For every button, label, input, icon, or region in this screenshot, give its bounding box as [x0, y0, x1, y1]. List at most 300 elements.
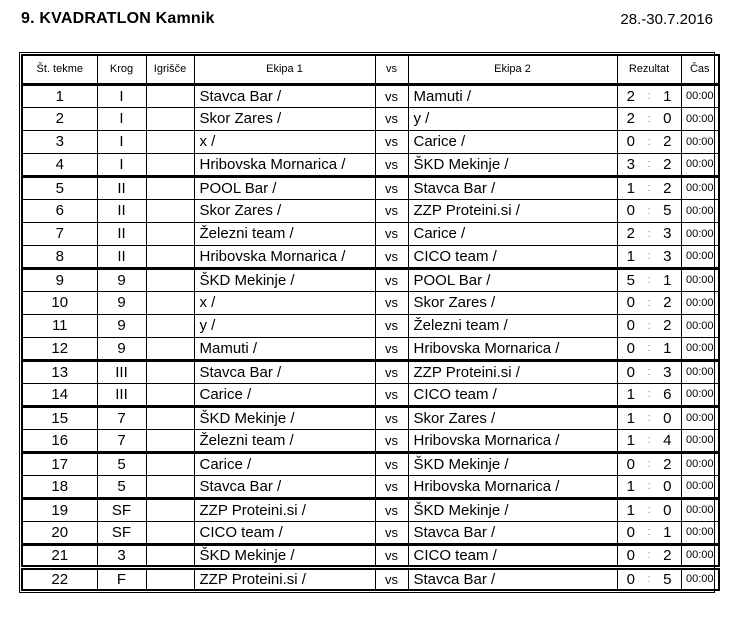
match-number-cell: 14 — [22, 383, 97, 406]
team1-cell: CICO team / — [194, 521, 375, 544]
score-separator: : — [647, 412, 651, 424]
team2-cell: ZZP Proteini.si / — [408, 199, 617, 222]
col-header-vs: vs — [375, 55, 408, 84]
vs-cell: vs — [375, 268, 408, 291]
score-team1: 1 — [626, 179, 635, 197]
court-cell — [146, 153, 194, 176]
match-number-cell: 1 — [22, 84, 97, 107]
vs-cell: vs — [375, 567, 408, 590]
vs-cell: vs — [375, 130, 408, 153]
court-cell — [146, 222, 194, 245]
time-cell: 00:00 — [681, 337, 719, 360]
match-number-cell: 22 — [22, 567, 97, 590]
time-cell: 00:00 — [681, 268, 719, 291]
team2-cell: Carice / — [408, 222, 617, 245]
score-team1: 0 — [626, 294, 635, 311]
score-team2: 1 — [663, 87, 672, 105]
score-team1: 1 — [626, 501, 635, 519]
round-cell: II — [97, 222, 146, 245]
score-team2: 2 — [663, 546, 672, 564]
table-row — [22, 544, 719, 567]
table-row — [22, 314, 719, 337]
col-header-court: Igrišče — [146, 55, 194, 84]
team2-cell: Hribovska Mornarica / — [408, 429, 617, 452]
score-separator: : — [647, 504, 651, 516]
court-cell — [146, 544, 194, 567]
score-separator: : — [647, 112, 651, 125]
vs-cell: vs — [375, 107, 408, 130]
match-table — [21, 54, 720, 591]
time-cell: 00:00 — [681, 245, 719, 268]
score-team1: 1 — [626, 431, 635, 449]
round-cell: 7 — [97, 406, 146, 429]
time-cell: 00:00 — [681, 521, 719, 544]
score-team1: 3 — [626, 155, 635, 173]
score-team2: 5 — [663, 202, 672, 219]
vs-cell: vs — [375, 84, 408, 107]
score-wrap — [618, 456, 681, 473]
score-cell — [617, 360, 681, 383]
col-header-match-number: Št. tekme — [22, 55, 97, 84]
score-separator: : — [647, 342, 651, 354]
table-row — [22, 199, 719, 222]
titlebar — [19, 10, 715, 28]
score-team1: 1 — [626, 247, 635, 265]
score-cell — [617, 475, 681, 498]
vs-cell: vs — [375, 452, 408, 475]
vs-cell: vs — [375, 199, 408, 222]
team2-cell: ŠKD Mekinje / — [408, 153, 617, 176]
team1-cell: Železni team / — [194, 429, 375, 452]
table-row — [22, 475, 719, 498]
score-team2: 2 — [663, 455, 672, 473]
table-row — [22, 498, 719, 521]
vs-cell: vs — [375, 544, 408, 567]
score-team2: 0 — [663, 501, 672, 519]
match-number-cell: 19 — [22, 498, 97, 521]
court-cell — [146, 360, 194, 383]
score-separator: : — [647, 296, 651, 309]
score-team1: 0 — [626, 339, 635, 357]
court-cell — [146, 130, 194, 153]
team2-cell: Skor Zares / — [408, 291, 617, 314]
score-wrap — [618, 248, 681, 265]
round-cell: III — [97, 383, 146, 406]
score-cell — [617, 383, 681, 406]
score-separator: : — [647, 319, 651, 332]
page-title: 9. KVADRATLON Kamnik — [21, 10, 215, 27]
match-number-cell: 13 — [22, 360, 97, 383]
team1-cell: ZZP Proteini.si / — [194, 498, 375, 521]
score-cell — [617, 291, 681, 314]
court-cell — [146, 383, 194, 406]
team1-cell: x / — [194, 130, 375, 153]
court-cell — [146, 475, 194, 498]
round-cell: SF — [97, 521, 146, 544]
time-cell: 00:00 — [681, 475, 719, 498]
score-wrap — [618, 432, 681, 449]
date-range: 28.-30.7.2016 — [620, 11, 713, 28]
team1-cell: Skor Zares / — [194, 107, 375, 130]
vs-cell: vs — [375, 521, 408, 544]
table-row — [22, 245, 719, 268]
score-cell — [617, 452, 681, 475]
score-separator: : — [647, 549, 651, 561]
time-cell: 00:00 — [681, 406, 719, 429]
score-team1: 0 — [626, 523, 635, 541]
team2-cell: Stavca Bar / — [408, 521, 617, 544]
score-team2: 2 — [663, 155, 672, 173]
court-cell — [146, 245, 194, 268]
vs-cell: vs — [375, 383, 408, 406]
team1-cell: y / — [194, 314, 375, 337]
vs-cell: vs — [375, 475, 408, 498]
time-cell: 00:00 — [681, 360, 719, 383]
vs-cell: vs — [375, 429, 408, 452]
table-row — [22, 383, 719, 406]
score-team1: 0 — [626, 455, 635, 473]
score-wrap — [618, 478, 681, 495]
score-cell — [617, 199, 681, 222]
score-cell — [617, 245, 681, 268]
score-cell — [617, 521, 681, 544]
table-row — [22, 360, 719, 383]
time-cell: 00:00 — [681, 498, 719, 521]
score-wrap — [618, 547, 681, 564]
team2-cell: Skor Zares / — [408, 406, 617, 429]
time-cell: 00:00 — [681, 199, 719, 222]
score-cell — [617, 567, 681, 590]
team1-cell: ŠKD Mekinje / — [194, 268, 375, 291]
score-separator: : — [647, 274, 651, 286]
score-cell — [617, 429, 681, 452]
team2-cell: Železni team / — [408, 314, 617, 337]
team1-cell: Hribovska Mornarica / — [194, 245, 375, 268]
round-cell: I — [97, 84, 146, 107]
score-team1: 0 — [626, 363, 635, 381]
team2-cell: Carice / — [408, 130, 617, 153]
time-cell: 00:00 — [681, 452, 719, 475]
score-wrap — [618, 294, 681, 311]
score-team2: 2 — [663, 133, 672, 150]
score-team2: 1 — [663, 339, 672, 357]
score-cell — [617, 153, 681, 176]
score-team2: 6 — [663, 385, 672, 403]
time-cell: 00:00 — [681, 130, 719, 153]
team1-cell: Stavca Bar / — [194, 475, 375, 498]
match-number-cell: 4 — [22, 153, 97, 176]
match-number-cell: 20 — [22, 521, 97, 544]
score-team1: 2 — [626, 110, 635, 127]
time-cell: 00:00 — [681, 176, 719, 199]
score-separator: : — [647, 250, 651, 262]
team1-cell: Carice / — [194, 383, 375, 406]
court-cell — [146, 406, 194, 429]
score-team1: 2 — [626, 225, 635, 242]
round-cell: 5 — [97, 475, 146, 498]
score-wrap — [618, 340, 681, 357]
match-number-cell: 10 — [22, 291, 97, 314]
court-cell — [146, 429, 194, 452]
round-cell: 9 — [97, 268, 146, 291]
round-cell: I — [97, 107, 146, 130]
score-team1: 0 — [626, 317, 635, 334]
court-cell — [146, 107, 194, 130]
vs-cell: vs — [375, 291, 408, 314]
table-row — [22, 521, 719, 544]
time-cell: 00:00 — [681, 314, 719, 337]
round-cell: III — [97, 360, 146, 383]
team2-cell: Stavca Bar / — [408, 567, 617, 590]
score-team1: 1 — [626, 409, 635, 427]
court-cell — [146, 84, 194, 107]
team2-cell: y / — [408, 107, 617, 130]
court-cell — [146, 521, 194, 544]
score-team1: 0 — [626, 202, 635, 219]
score-wrap — [618, 410, 681, 427]
score-team1: 2 — [626, 87, 635, 105]
time-cell: 00:00 — [681, 84, 719, 107]
time-cell: 00:00 — [681, 567, 719, 590]
match-number-cell: 3 — [22, 130, 97, 153]
match-number-cell: 2 — [22, 107, 97, 130]
vs-cell: vs — [375, 176, 408, 199]
table-row — [22, 176, 719, 199]
score-wrap — [618, 364, 681, 381]
time-cell: 00:00 — [681, 222, 719, 245]
round-cell: 9 — [97, 291, 146, 314]
court-cell — [146, 337, 194, 360]
score-team2: 4 — [663, 431, 672, 449]
col-header-team1: Ekipa 1 — [194, 55, 375, 84]
vs-cell: vs — [375, 153, 408, 176]
round-cell: F — [97, 567, 146, 590]
score-team1: 0 — [626, 546, 635, 564]
score-team2: 0 — [663, 110, 672, 127]
match-table-frame — [19, 52, 715, 593]
vs-cell: vs — [375, 245, 408, 268]
vs-cell: vs — [375, 360, 408, 383]
score-cell — [617, 337, 681, 360]
score-cell — [617, 406, 681, 429]
score-cell — [617, 268, 681, 291]
col-header-round: Krog — [97, 55, 146, 84]
team1-cell: Skor Zares / — [194, 199, 375, 222]
score-team1: 1 — [626, 385, 635, 403]
score-team2: 2 — [663, 317, 672, 334]
team2-cell: CICO team / — [408, 245, 617, 268]
score-team2: 3 — [663, 363, 672, 381]
vs-cell: vs — [375, 498, 408, 521]
team2-cell: Stavca Bar / — [408, 176, 617, 199]
table-row — [22, 222, 719, 245]
round-cell: 7 — [97, 429, 146, 452]
score-separator: : — [647, 388, 651, 400]
team1-cell: Železni team / — [194, 222, 375, 245]
score-wrap — [618, 571, 681, 588]
table-row — [22, 153, 719, 176]
score-team2: 2 — [663, 294, 672, 311]
court-cell — [146, 452, 194, 475]
match-number-cell: 12 — [22, 337, 97, 360]
time-cell: 00:00 — [681, 153, 719, 176]
score-separator: : — [647, 204, 651, 217]
court-cell — [146, 199, 194, 222]
col-header-time: Čas — [681, 55, 719, 84]
table-row — [22, 452, 719, 475]
table-header — [22, 55, 719, 84]
score-team1: 0 — [626, 133, 635, 150]
team1-cell: Stavca Bar / — [194, 360, 375, 383]
score-separator: : — [647, 158, 651, 170]
team1-cell: ŠKD Mekinje / — [194, 406, 375, 429]
table-row — [22, 84, 719, 107]
table-row — [22, 130, 719, 153]
table-row — [22, 268, 719, 291]
score-team2: 5 — [663, 570, 672, 588]
time-cell: 00:00 — [681, 429, 719, 452]
round-cell: SF — [97, 498, 146, 521]
match-number-cell: 15 — [22, 406, 97, 429]
table-row — [22, 567, 719, 590]
score-wrap — [618, 225, 681, 242]
court-cell — [146, 291, 194, 314]
match-number-cell: 18 — [22, 475, 97, 498]
score-separator: : — [647, 366, 651, 378]
score-wrap — [618, 524, 681, 541]
round-cell: I — [97, 153, 146, 176]
time-cell: 00:00 — [681, 291, 719, 314]
team2-cell: ZZP Proteini.si / — [408, 360, 617, 383]
court-cell — [146, 498, 194, 521]
score-cell — [617, 544, 681, 567]
col-header-team2: Ekipa 2 — [408, 55, 617, 84]
time-cell: 00:00 — [681, 107, 719, 130]
match-number-cell: 9 — [22, 268, 97, 291]
table-row — [22, 429, 719, 452]
team2-cell: POOL Bar / — [408, 268, 617, 291]
round-cell: II — [97, 199, 146, 222]
team2-cell: CICO team / — [408, 383, 617, 406]
match-number-cell: 16 — [22, 429, 97, 452]
round-cell: 9 — [97, 314, 146, 337]
table-row — [22, 337, 719, 360]
col-header-result: Rezultat — [617, 55, 681, 84]
match-number-cell: 17 — [22, 452, 97, 475]
team2-cell: ŠKD Mekinje / — [408, 452, 617, 475]
match-number-cell: 11 — [22, 314, 97, 337]
score-team1: 0 — [626, 570, 635, 588]
score-cell — [617, 222, 681, 245]
score-separator: : — [647, 434, 651, 446]
score-separator: : — [647, 526, 651, 538]
round-cell: II — [97, 176, 146, 199]
team2-cell: Mamuti / — [408, 84, 617, 107]
score-team2: 2 — [663, 179, 672, 197]
match-number-cell: 8 — [22, 245, 97, 268]
score-wrap — [618, 133, 681, 150]
score-separator: : — [647, 458, 651, 470]
score-team2: 3 — [663, 225, 672, 242]
team2-cell: Hribovska Mornarica / — [408, 475, 617, 498]
table-row — [22, 107, 719, 130]
score-separator: : — [647, 227, 651, 240]
vs-cell: vs — [375, 406, 408, 429]
score-team1: 5 — [626, 271, 635, 289]
score-wrap — [618, 110, 681, 127]
score-wrap — [618, 202, 681, 219]
team1-cell: Hribovska Mornarica / — [194, 153, 375, 176]
score-separator: : — [647, 182, 651, 194]
table-row — [22, 291, 719, 314]
round-cell: 3 — [97, 544, 146, 567]
score-cell — [617, 84, 681, 107]
round-cell: I — [97, 130, 146, 153]
score-separator: : — [647, 480, 651, 492]
score-separator: : — [647, 573, 651, 586]
team1-cell: Mamuti / — [194, 337, 375, 360]
court-cell — [146, 314, 194, 337]
score-wrap — [618, 502, 681, 519]
team1-cell: Carice / — [194, 452, 375, 475]
score-wrap — [618, 272, 681, 289]
score-team2: 1 — [663, 523, 672, 541]
score-team2: 1 — [663, 271, 672, 289]
table-row — [22, 406, 719, 429]
score-wrap — [618, 317, 681, 334]
vs-cell: vs — [375, 337, 408, 360]
team1-cell: ŠKD Mekinje / — [194, 544, 375, 567]
round-cell: II — [97, 245, 146, 268]
match-table-body — [22, 84, 719, 590]
score-wrap — [618, 156, 681, 173]
time-cell: 00:00 — [681, 383, 719, 406]
team1-cell: x / — [194, 291, 375, 314]
vs-cell: vs — [375, 222, 408, 245]
match-number-cell: 21 — [22, 544, 97, 567]
team2-cell: CICO team / — [408, 544, 617, 567]
score-wrap — [618, 88, 681, 105]
match-number-cell: 5 — [22, 176, 97, 199]
score-cell — [617, 176, 681, 199]
match-number-cell: 6 — [22, 199, 97, 222]
team1-cell: POOL Bar / — [194, 176, 375, 199]
team2-cell: Hribovska Mornarica / — [408, 337, 617, 360]
score-cell — [617, 107, 681, 130]
score-cell — [617, 498, 681, 521]
court-cell — [146, 176, 194, 199]
score-cell — [617, 314, 681, 337]
vs-cell: vs — [375, 314, 408, 337]
score-team2: 0 — [663, 409, 672, 427]
score-separator: : — [647, 90, 651, 102]
score-team2: 3 — [663, 247, 672, 265]
score-cell — [617, 130, 681, 153]
score-separator: : — [647, 135, 651, 148]
time-cell: 00:00 — [681, 544, 719, 567]
score-team1: 1 — [626, 477, 635, 495]
team1-cell: Stavca Bar / — [194, 84, 375, 107]
round-cell: 5 — [97, 452, 146, 475]
round-cell: 9 — [97, 337, 146, 360]
score-wrap — [618, 386, 681, 403]
score-wrap — [618, 180, 681, 197]
header-row — [22, 55, 719, 84]
team1-cell: ZZP Proteini.si / — [194, 567, 375, 590]
court-cell — [146, 268, 194, 291]
court-cell — [146, 567, 194, 590]
team2-cell: ŠKD Mekinje / — [408, 498, 617, 521]
